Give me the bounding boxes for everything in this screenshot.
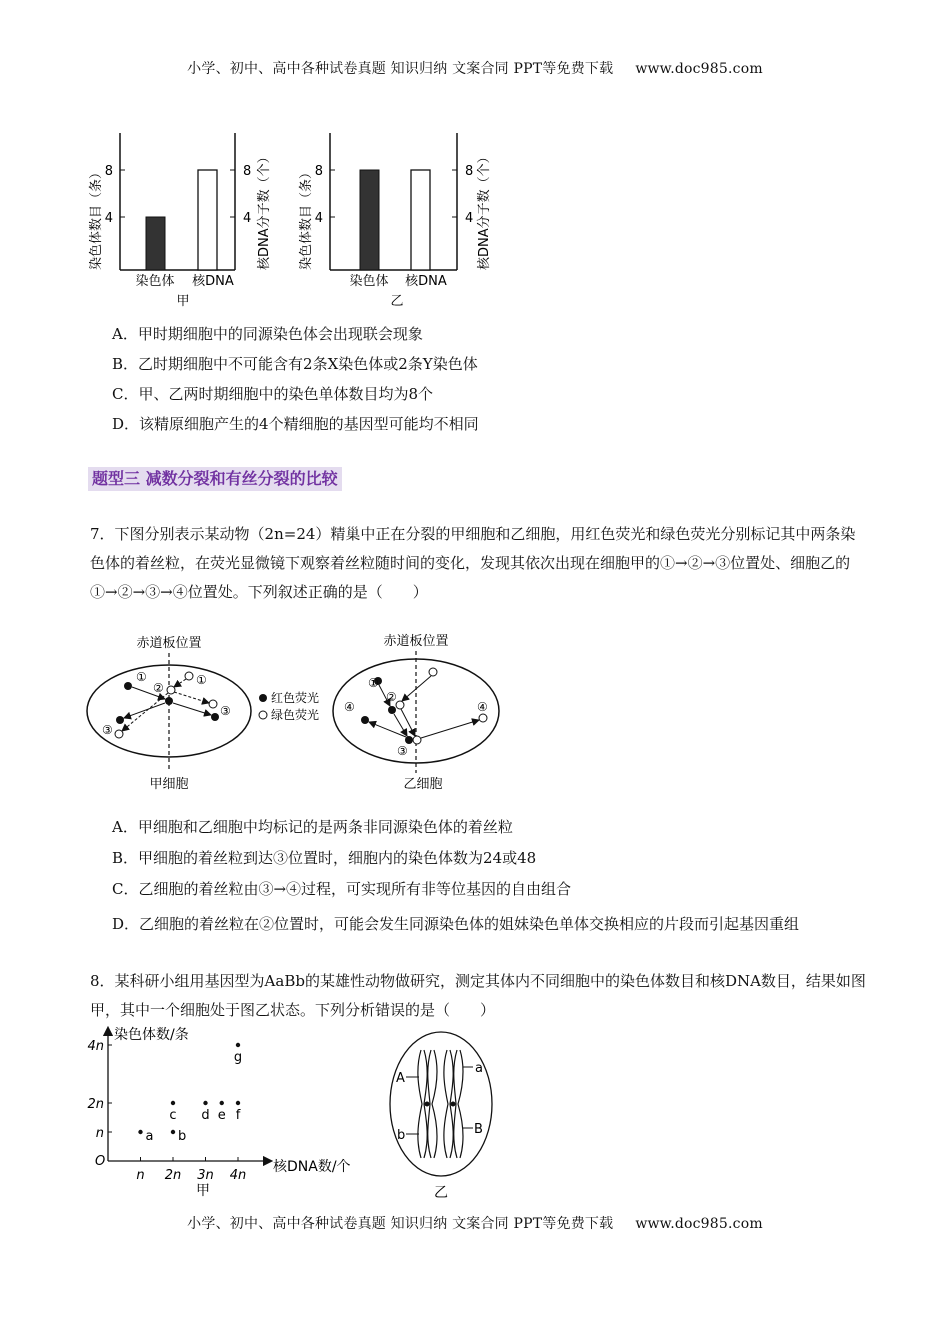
legend-red: 红色荧光 xyxy=(271,691,320,705)
tick-8-left-jia: 8 xyxy=(104,164,113,179)
jia-pos3-left: ③ xyxy=(102,723,113,737)
yi-pos2: ② xyxy=(386,690,397,704)
data-point-f xyxy=(236,1101,240,1105)
origin-label: O xyxy=(95,1154,106,1169)
tick-4-right-jia: 4 xyxy=(243,211,252,226)
x-tick-label: 3n xyxy=(197,1168,214,1183)
data-point-g xyxy=(236,1043,240,1047)
category-chromosome-jia: 染色体 xyxy=(135,274,175,289)
q6-option-d: D．该精原细胞产生的4个精细胞的基因型可能均不相同 xyxy=(112,415,479,433)
bar-chromosome-jia xyxy=(146,217,165,270)
category-chromosome-yi: 染色体 xyxy=(349,274,389,289)
x-axis-label: 核DNA数/个 xyxy=(273,1159,351,1175)
cell-yi xyxy=(333,633,499,792)
equator-label-yi: 赤道板位置 xyxy=(383,634,449,649)
q6-bar-charts xyxy=(80,125,500,315)
x-tick-label: n xyxy=(136,1168,145,1183)
q6-option-b: B．乙时期细胞中不可能含有2条X染色体或2条Y染色体 xyxy=(112,355,478,373)
q8-scatter-figure xyxy=(85,1025,385,1203)
data-label-f: f xyxy=(235,1108,241,1123)
tick-4-right-yi: 4 xyxy=(465,211,474,226)
section-title: 题型三 减数分裂和有丝分裂的比较 xyxy=(88,467,342,491)
gene-A: A xyxy=(396,1071,405,1086)
left-axis-label-yi: 染色体数目（条） xyxy=(299,165,314,270)
chromosome-left xyxy=(418,1050,437,1158)
data-label-g: g xyxy=(233,1050,243,1065)
x-tick-label: 2n xyxy=(164,1168,182,1183)
q8-cell-figure xyxy=(385,1030,500,1205)
jia-pos1-red: ① xyxy=(136,670,147,684)
tick-4-left-jia: 4 xyxy=(104,211,113,226)
data-point-a xyxy=(138,1130,142,1134)
q7-option-a: A．甲细胞和乙细胞中均标记的是两条非同源染色体的着丝粒 xyxy=(112,818,513,836)
chromosome-right xyxy=(444,1050,463,1158)
tick-8-left-yi: 8 xyxy=(314,164,323,179)
equator-label-jia: 赤道板位置 xyxy=(136,636,202,651)
yi-pos3: ③ xyxy=(397,744,408,758)
cell-label-jia: 甲细胞 xyxy=(149,777,189,792)
header-text: 小学、初中、高中各种试卷真题 知识归纳 文案合同 PPT等免费下载 xyxy=(187,61,614,77)
data-label-e: e xyxy=(217,1108,226,1123)
footer-url[interactable]: www.doc985.com xyxy=(635,1216,763,1232)
right-axis-label-yi: 核DNA分子数（个） xyxy=(477,150,492,270)
panel-jia xyxy=(88,133,272,309)
caption-jia: 甲 xyxy=(176,294,190,309)
header-url[interactable]: www.doc985.com xyxy=(635,61,763,77)
data-label-d: d xyxy=(201,1108,210,1123)
bar-dna-yi xyxy=(411,170,430,270)
jia-pos2: ② xyxy=(153,681,164,695)
caption-yi: 乙 xyxy=(390,294,404,309)
q7-option-d: D．乙细胞的着丝粒在②位置时，可能会发生同源染色体的姐妹染色单体交换相应的片段而引起基因重组 xyxy=(112,915,800,933)
cell-label-yi: 乙细胞 xyxy=(403,777,443,792)
data-label-a: a xyxy=(145,1129,154,1144)
fig-jia-caption: 甲 xyxy=(196,1183,210,1199)
y-axis-label: 染色体数/条 xyxy=(114,1027,189,1043)
legend xyxy=(259,690,319,722)
data-label-b: b xyxy=(178,1129,187,1144)
yi-pos1-red: ① xyxy=(368,676,379,690)
q7-option-b: B．甲细胞的着丝粒到达③位置时，细胞内的染色体数为24或48 xyxy=(112,849,537,867)
gene-a: a xyxy=(475,1061,483,1076)
data-point-d xyxy=(203,1101,207,1105)
category-dna-jia: 核DNA xyxy=(192,274,234,289)
tick-8-right-jia: 8 xyxy=(243,164,252,179)
fig-yi-caption: 乙 xyxy=(434,1185,448,1201)
page-footer xyxy=(0,1213,950,1233)
data-point-c xyxy=(171,1101,175,1105)
tick-4-left-yi: 4 xyxy=(314,211,323,226)
yi-pos4-left: ④ xyxy=(344,700,355,714)
legend-green: 绿色荧光 xyxy=(271,708,320,722)
gene-B: B xyxy=(474,1122,483,1137)
panel-yi xyxy=(298,133,492,309)
yi-pos4-right: ④ xyxy=(477,700,488,714)
y-tick-label: n xyxy=(95,1126,104,1141)
q7-option-c: C．乙细胞的着丝粒由③→④过程，可实现所有非等位基因的自由组合 xyxy=(112,880,572,898)
bar-chromosome-yi xyxy=(360,170,379,270)
data-point-e xyxy=(220,1101,224,1105)
left-axis-label-jia: 染色体数目（条） xyxy=(89,165,104,270)
q7-cell-figure xyxy=(85,625,505,800)
q6-option-c: C．甲、乙两时期细胞中的染色单体数目均为8个 xyxy=(112,385,434,403)
jia-pos3-right: ③ xyxy=(220,704,231,718)
tick-8-right-yi: 8 xyxy=(465,164,474,179)
y-tick-label: 4n xyxy=(87,1039,104,1054)
q8-stem: 8．某科研小组用基因型为AaBb的某雄性动物做研究，测定其体内不同细胞中的染色体数目和核DNA数目，结果如图甲，其中一个细胞处于图乙状态。下列分析错误的是（ ） xyxy=(90,972,866,1019)
footer-text: 小学、初中、高中各种试卷真题 知识归纳 文案合同 PPT等免费下载 xyxy=(187,1216,614,1232)
scatter-points xyxy=(138,1043,242,1144)
cell-jia xyxy=(87,635,251,792)
page-header xyxy=(0,58,950,78)
q6-option-a: A．甲时期细胞中的同源染色体会出现联会现象 xyxy=(112,325,423,343)
category-dna-yi: 核DNA xyxy=(405,274,447,289)
q7-stem: 7．下图分别表示某动物（2n=24）精巢中正在分裂的甲细胞和乙细胞，用红色荧光和绿色荧光分别标记其中两条染色体的着丝粒，在荧光显微镜下观察着丝粒随时间的变化，发现其依次出现在细胞甲的①→②→③位置处、细胞乙的①→②→③→④位置处。下列叙述正确的是（ ） xyxy=(90,525,856,601)
x-tick-label: 4n xyxy=(229,1168,247,1183)
y-tick-label: 2n xyxy=(87,1097,104,1112)
right-axis-label-jia: 核DNA分子数（个） xyxy=(257,150,272,270)
data-label-c: c xyxy=(169,1108,177,1123)
data-point-b xyxy=(171,1130,175,1134)
jia-pos1-green: ① xyxy=(196,673,207,687)
gene-b: b xyxy=(397,1128,406,1143)
bar-dna-jia xyxy=(198,170,217,270)
